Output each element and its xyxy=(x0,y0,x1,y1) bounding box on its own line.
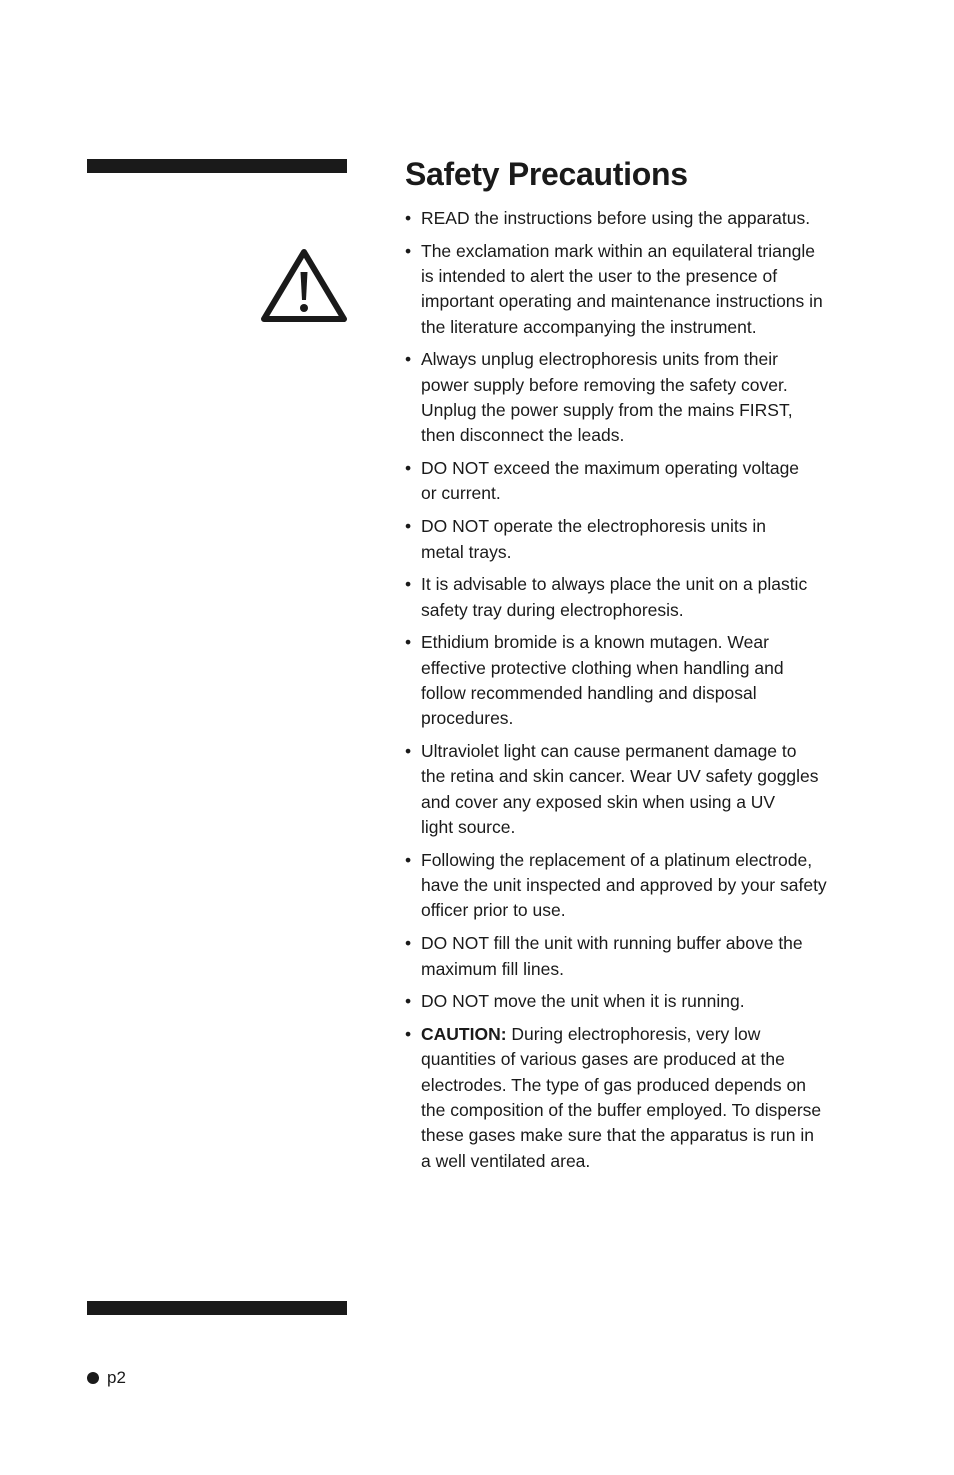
text-line xyxy=(421,1022,875,1047)
page-footer xyxy=(87,1368,126,1388)
text-line: officer prior to use. xyxy=(421,900,566,921)
warning-triangle-icon xyxy=(260,246,348,324)
list-item-text xyxy=(421,848,875,924)
caution-text xyxy=(421,1022,875,1174)
safety-precautions-list xyxy=(405,206,875,1181)
text-line: DO NOT exceed the maximum operating voltage xyxy=(421,458,800,479)
list-item-text xyxy=(421,739,875,840)
text-line: important operating and maintenance instructions in xyxy=(421,291,823,312)
caution-label: CAUTION: xyxy=(421,1024,507,1045)
list-item xyxy=(405,514,875,565)
text-line: procedures. xyxy=(421,708,514,729)
text-line: is intended to alert the user to the presence of xyxy=(421,266,778,287)
text-line: DO NOT operate the electrophoresis units in xyxy=(421,516,766,537)
bottom-divider-bar xyxy=(87,1301,347,1315)
bullet: • xyxy=(405,240,412,261)
text-line: effective protective clothing when handling and xyxy=(421,657,784,678)
text-line: quantities of various gases are produced at the xyxy=(421,1049,785,1070)
bullet: • xyxy=(405,933,412,954)
bullet: • xyxy=(405,849,412,870)
list-item-text xyxy=(421,630,875,731)
text-line: Following the replacement of a platinum electrode, xyxy=(421,849,813,870)
bullet: • xyxy=(405,516,412,537)
list-item-text xyxy=(421,347,875,448)
text-line: Always unplug electrophoresis units from their xyxy=(421,349,778,370)
text-line: safety tray during electrophoresis. xyxy=(421,599,684,620)
bullet: • xyxy=(405,349,412,370)
page-number: p2 xyxy=(107,1368,126,1387)
text-line: Ethidium bromide is a known mutagen. Wear xyxy=(421,632,769,653)
list-item xyxy=(405,931,875,982)
text-line: metal trays. xyxy=(421,541,512,562)
text-line: Unplug the power supply from the mains FIRST, xyxy=(421,400,793,421)
list-item-text xyxy=(421,239,875,340)
text-line: light source. xyxy=(421,817,516,838)
bullet: • xyxy=(405,458,412,479)
list-item xyxy=(405,456,875,507)
text-line: then disconnect the leads. xyxy=(421,425,625,446)
text-line: electrodes. The type of gas produced depends on xyxy=(421,1074,806,1095)
list-item xyxy=(405,739,875,840)
bullet: • xyxy=(405,741,412,762)
text-line: the composition of the buffer employed. To disperse xyxy=(421,1100,822,1120)
list-item xyxy=(405,206,875,231)
text-line: the literature accompanying the instrument. xyxy=(421,316,757,337)
text-line: READ the instructions before using the apparatus. xyxy=(421,208,811,228)
text-line: have the unit inspected and approved by your safety xyxy=(421,875,827,896)
text-line: DO NOT move the unit when it is running. xyxy=(421,991,745,1012)
list-item-text xyxy=(421,931,875,982)
text-line: The exclamation mark within an equilateral triangle xyxy=(421,240,815,261)
page-title: Safety Precautions xyxy=(405,156,688,192)
text-line: power supply before removing the safety cover. xyxy=(421,374,788,395)
list-item-text xyxy=(421,514,875,565)
list-item xyxy=(405,572,875,623)
text-line: Ultraviolet light can cause permanent damage to xyxy=(421,741,797,762)
list-item-text xyxy=(421,206,875,231)
list-item-text xyxy=(421,989,875,1014)
text-line: It is advisable to always place the unit on a plastic xyxy=(421,574,808,595)
text-line: or current. xyxy=(421,483,501,504)
caution-line: During electrophoresis, very low xyxy=(506,1024,761,1045)
text-line: and cover any exposed skin when using a UV xyxy=(421,791,776,812)
text-line: DO NOT fill the unit with running buffer above the xyxy=(421,933,803,954)
bullet: • xyxy=(405,632,412,653)
top-divider-bar xyxy=(87,159,347,173)
list-item xyxy=(405,630,875,731)
list-item-text xyxy=(421,572,875,623)
bullet: • xyxy=(405,1024,412,1045)
list-item-text xyxy=(421,456,875,507)
text-line: these gases make sure that the apparatus is run in xyxy=(421,1125,815,1146)
text-line: a well ventilated area. xyxy=(421,1150,591,1171)
bullet: • xyxy=(405,574,412,595)
bullet: • xyxy=(405,208,412,228)
text-line: maximum fill lines. xyxy=(421,958,564,979)
list-item xyxy=(405,239,875,340)
list-item xyxy=(405,848,875,924)
list-item xyxy=(405,989,875,1014)
page-marker-dot-icon xyxy=(87,1372,99,1384)
text-line: follow recommended handling and disposal xyxy=(421,683,757,704)
bullet: • xyxy=(405,991,412,1012)
text-line: the retina and skin cancer. Wear UV safety goggles xyxy=(421,766,819,787)
caution-item xyxy=(405,1022,875,1174)
list-item xyxy=(405,347,875,448)
